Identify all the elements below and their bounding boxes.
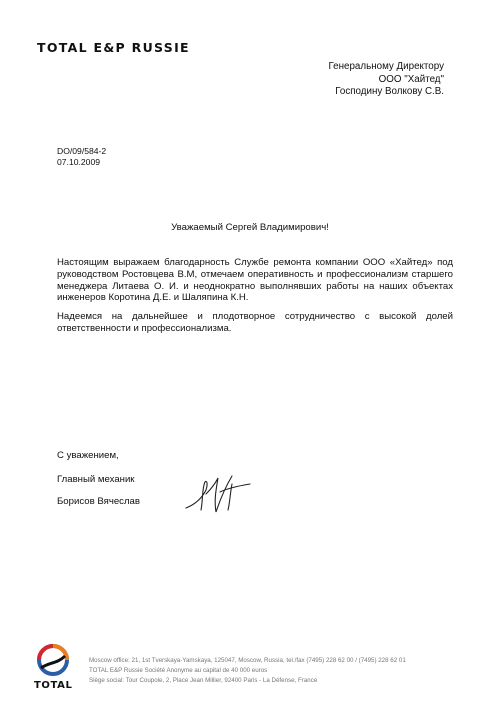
signatory-name: Борисов Вячеслав (57, 496, 140, 507)
company-header: TOTAL E&P RUSSIE (37, 40, 190, 55)
closing-regards: С уважением, (57, 450, 119, 461)
body-paragraph-1: Настоящим выражаем благодарность Службе ремонта компании ООО «Хайтед» под руководством Ростовцева В.М, отмечаем оперативность и профессионализм старшего менеджера Литаева О. И. и неоднократно выполнявших работы на наших объектах инженеров Коротина Д.Е. и Шаляпина К.Н. (57, 257, 453, 304)
signatory-position: Главный механик (57, 474, 135, 485)
salutation: Уважаемый Сергей Владимирович! (171, 222, 329, 233)
reference-number: DO/09/584-2 (57, 146, 107, 156)
addressee-block (224, 61, 444, 99)
reference-block (57, 146, 106, 167)
total-logo-text: TOTAL (34, 680, 73, 691)
footer-line-3: Siège social: Tour Coupole, 2, Place Jean Millier, 92400 Paris - La Défense, France (89, 677, 318, 684)
footer-line-2: TOTAL E&P Russie Société Anonyme au capital de 40 000 euros (89, 667, 268, 674)
footer-address (89, 656, 479, 686)
reference-date: 07.10.2009 (57, 156, 101, 167)
footer-line-1: Moscow office: 21, 1st Tverskaya-Yamskaya, 125047, Moscow, Russia, tel./fax (7495) 228 62 00 / (7495) 228 62 01 (89, 657, 406, 664)
addressee-line-2: ООО "Хайтед" (378, 73, 444, 85)
handwritten-signature (176, 470, 266, 516)
body-paragraph-2: Надеемся на дальнейшее и плодотворное сотрудничество с высокой долей ответственности и профессионализма. (57, 311, 453, 334)
addressee-line-1: Генеральному Директору (328, 61, 444, 72)
addressee-line-3: Господину Волкову С.В. (335, 86, 444, 97)
